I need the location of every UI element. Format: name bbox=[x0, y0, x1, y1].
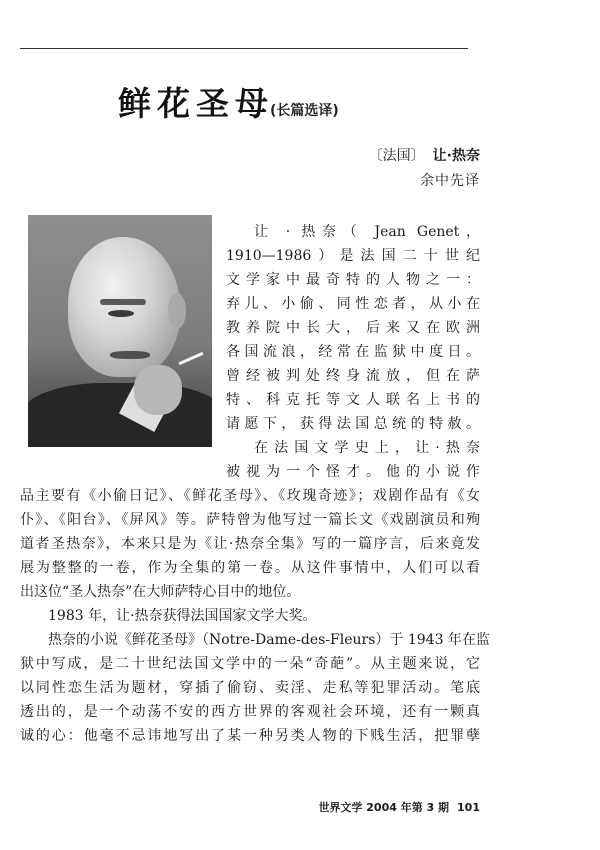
article-subtitle: (长篇选译) bbox=[270, 103, 339, 119]
journal-issue: 世界文学 2004 年第 3 期 bbox=[318, 801, 450, 814]
author-line bbox=[369, 145, 480, 165]
photo-brow-shape bbox=[100, 299, 146, 305]
column-line: 在法国文学史上，让·热奈 bbox=[254, 440, 480, 456]
photo-ear-shape bbox=[168, 293, 186, 329]
article-title: 鲜花圣母 bbox=[118, 84, 274, 123]
body-line: 展为整整的一卷，作为全集的第一卷。从这件事情中，人们可以看 bbox=[20, 560, 480, 576]
column-line: 1910—1986）是法国二十世纪 bbox=[226, 248, 480, 264]
author-portrait-photo bbox=[28, 215, 212, 447]
column-line: 被视为一个怪才。他的小说作 bbox=[226, 464, 480, 480]
body-line: 1983 年，让·热奈获得法国国家文学大奖。 bbox=[48, 608, 317, 624]
author-country: 〔法国〕 bbox=[368, 148, 425, 164]
body-line: 以同性恋生活为题材，穿插了偷窃、卖淫、走私等犯罪活动。笔底 bbox=[20, 680, 480, 696]
body-line: 品主要有《小偷日记》、《鲜花圣母》、《玫瑰奇迹》；戏剧作品有《女 bbox=[20, 488, 480, 504]
body-line: 狱中写成，是二十世纪法国文学中的一朵“奇葩”。从主题来说，它 bbox=[20, 656, 480, 672]
photo-eye-shape bbox=[108, 310, 134, 317]
body-line: 道者圣热奈》，本来只是为《让·热奈全集》写的一篇序言，后来竟发 bbox=[20, 536, 480, 552]
column-line: 弃儿、小偷、同性恋者，从小在 bbox=[226, 296, 480, 312]
body-line: 热奈的小说《鲜花圣母》（Notre-Dame-des-Fleurs）于 1943 年在监 bbox=[48, 632, 490, 648]
column-line: 特、科克托等文人联名上书的 bbox=[226, 392, 480, 408]
top-rule bbox=[20, 48, 468, 49]
column-line: 让 · 热奈（ Jean Genet， bbox=[254, 224, 480, 240]
photo-hand-shape bbox=[134, 365, 182, 415]
photo-cigarette-shape bbox=[179, 352, 204, 365]
column-line: 各国流浪，经常在监狱中度日。 bbox=[226, 344, 480, 360]
body-line: 仆》、《阳台》、《屏风》等。萨特曾为他写过一篇长文《戏剧演员和殉 bbox=[20, 512, 480, 528]
body-line: 出这位“圣人热奈”在大师萨特心目中的地位。 bbox=[20, 584, 301, 600]
article-title-block bbox=[118, 78, 498, 128]
page-number: 101 bbox=[457, 801, 480, 814]
body-line: 透出的，是一个动荡不安的西方世界的客观社会环境，还有一颗真 bbox=[20, 704, 480, 720]
photo-jacket-shape bbox=[28, 383, 212, 447]
column-line: 教养院中长大，后来又在欧洲 bbox=[226, 320, 480, 336]
photo-mouth-shape bbox=[110, 351, 150, 359]
author-name: 让·热奈 bbox=[432, 148, 480, 164]
body-line: 诚的心：他毫不忌讳地写出了某一种另类人物的下贱生活，把罪孽 bbox=[20, 728, 480, 744]
column-line: 请愿下，获得法国总统的特赦。 bbox=[226, 416, 480, 432]
column-line: 曾经被判处终身流放，但在萨 bbox=[226, 368, 480, 384]
column-line: 文学家中最奇特的人物之一： bbox=[226, 272, 480, 288]
translator-credit: 余中先译 bbox=[420, 173, 480, 189]
page-footer bbox=[318, 799, 480, 815]
